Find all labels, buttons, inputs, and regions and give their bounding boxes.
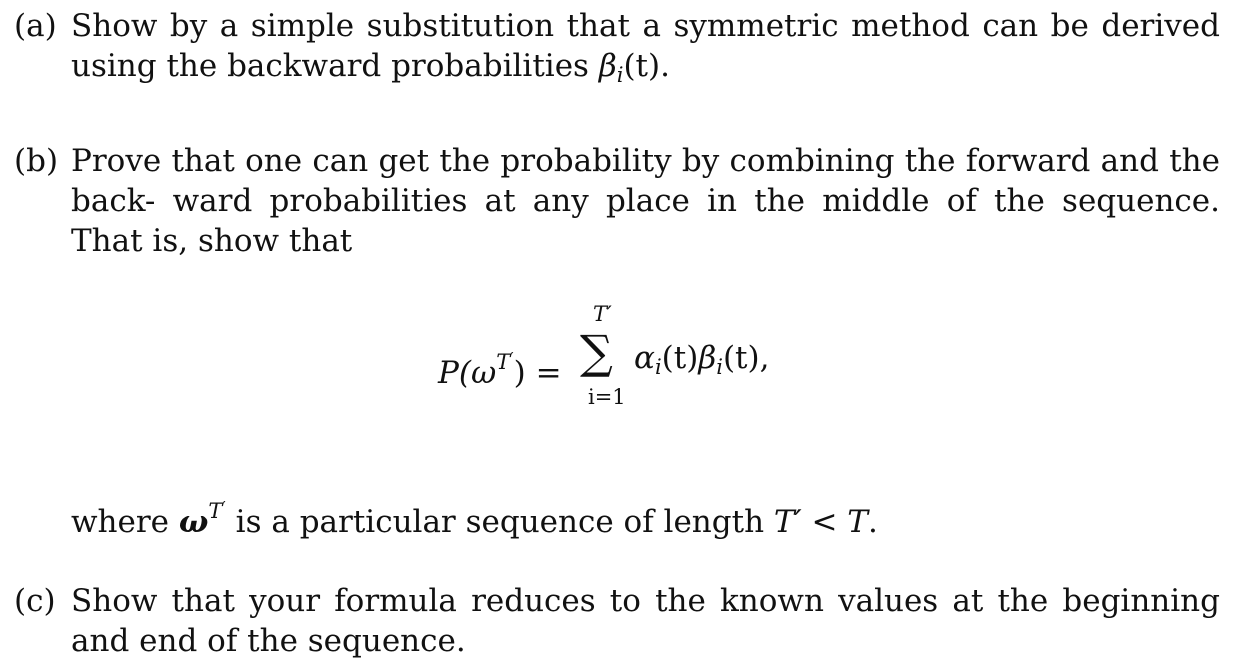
- omega-prime: ′: [222, 498, 226, 516]
- equation-lhs: [438, 338, 562, 393]
- alpha-symbol: α: [634, 340, 655, 376]
- part-c-text: Show that your formula reduces to the known values at the beginning and end of the sequence.: [71, 583, 1220, 659]
- equation-end-comma: ,: [759, 340, 770, 376]
- part-marker-c: (c): [14, 583, 56, 619]
- equation-rhs: [634, 338, 769, 387]
- where-clause: [71, 487, 878, 542]
- summation-symbol: ∑: [580, 325, 613, 379]
- where-text-middle: is a particular sequence of length: [225, 504, 774, 540]
- part-a-text: [71, 6, 1220, 95]
- beta-symbol-rhs: β: [698, 340, 717, 376]
- problem-part-b: [14, 141, 1220, 261]
- equation-lhs-p: P(ω: [438, 355, 497, 391]
- sum-lower-limit: i=1: [588, 385, 626, 409]
- part-a-text-after: .: [660, 48, 670, 84]
- alpha-argument: (t): [661, 340, 699, 376]
- part-a-text-before: Show by a simple substitution that a symmetric method can be derived using the backward probabilities: [71, 8, 1220, 84]
- length-expression: T′ < T: [773, 504, 868, 540]
- beta-argument: (t): [623, 48, 661, 84]
- equation-lhs-prime: ′: [510, 349, 514, 367]
- beta-subscript: i: [616, 63, 624, 87]
- sum-upper-limit: T′: [593, 302, 612, 326]
- equation-lhs-superscript: T: [496, 350, 511, 374]
- alpha-subscript: i: [654, 355, 662, 379]
- beta-symbol: β: [598, 48, 617, 84]
- omega-symbol: ω: [178, 504, 209, 540]
- where-text-before: where: [71, 504, 179, 540]
- beta-subscript-rhs: i: [716, 355, 723, 379]
- part-marker-a: (a): [14, 8, 57, 44]
- omega-superscript: T: [208, 499, 223, 523]
- beta-argument-rhs: (t): [722, 340, 760, 376]
- where-text-end: .: [867, 504, 878, 540]
- probability-equation: [0, 300, 1234, 420]
- equation-lhs-close: ) =: [513, 355, 562, 391]
- problem-part-c: [14, 581, 1220, 661]
- problem-part-a: [14, 6, 1220, 95]
- part-marker-b: (b): [14, 143, 59, 179]
- part-b-text: Prove that one can get the probability by combining the forward and the back- ward probabilities at any place in the middle of the sequence. That is, show that: [71, 143, 1220, 259]
